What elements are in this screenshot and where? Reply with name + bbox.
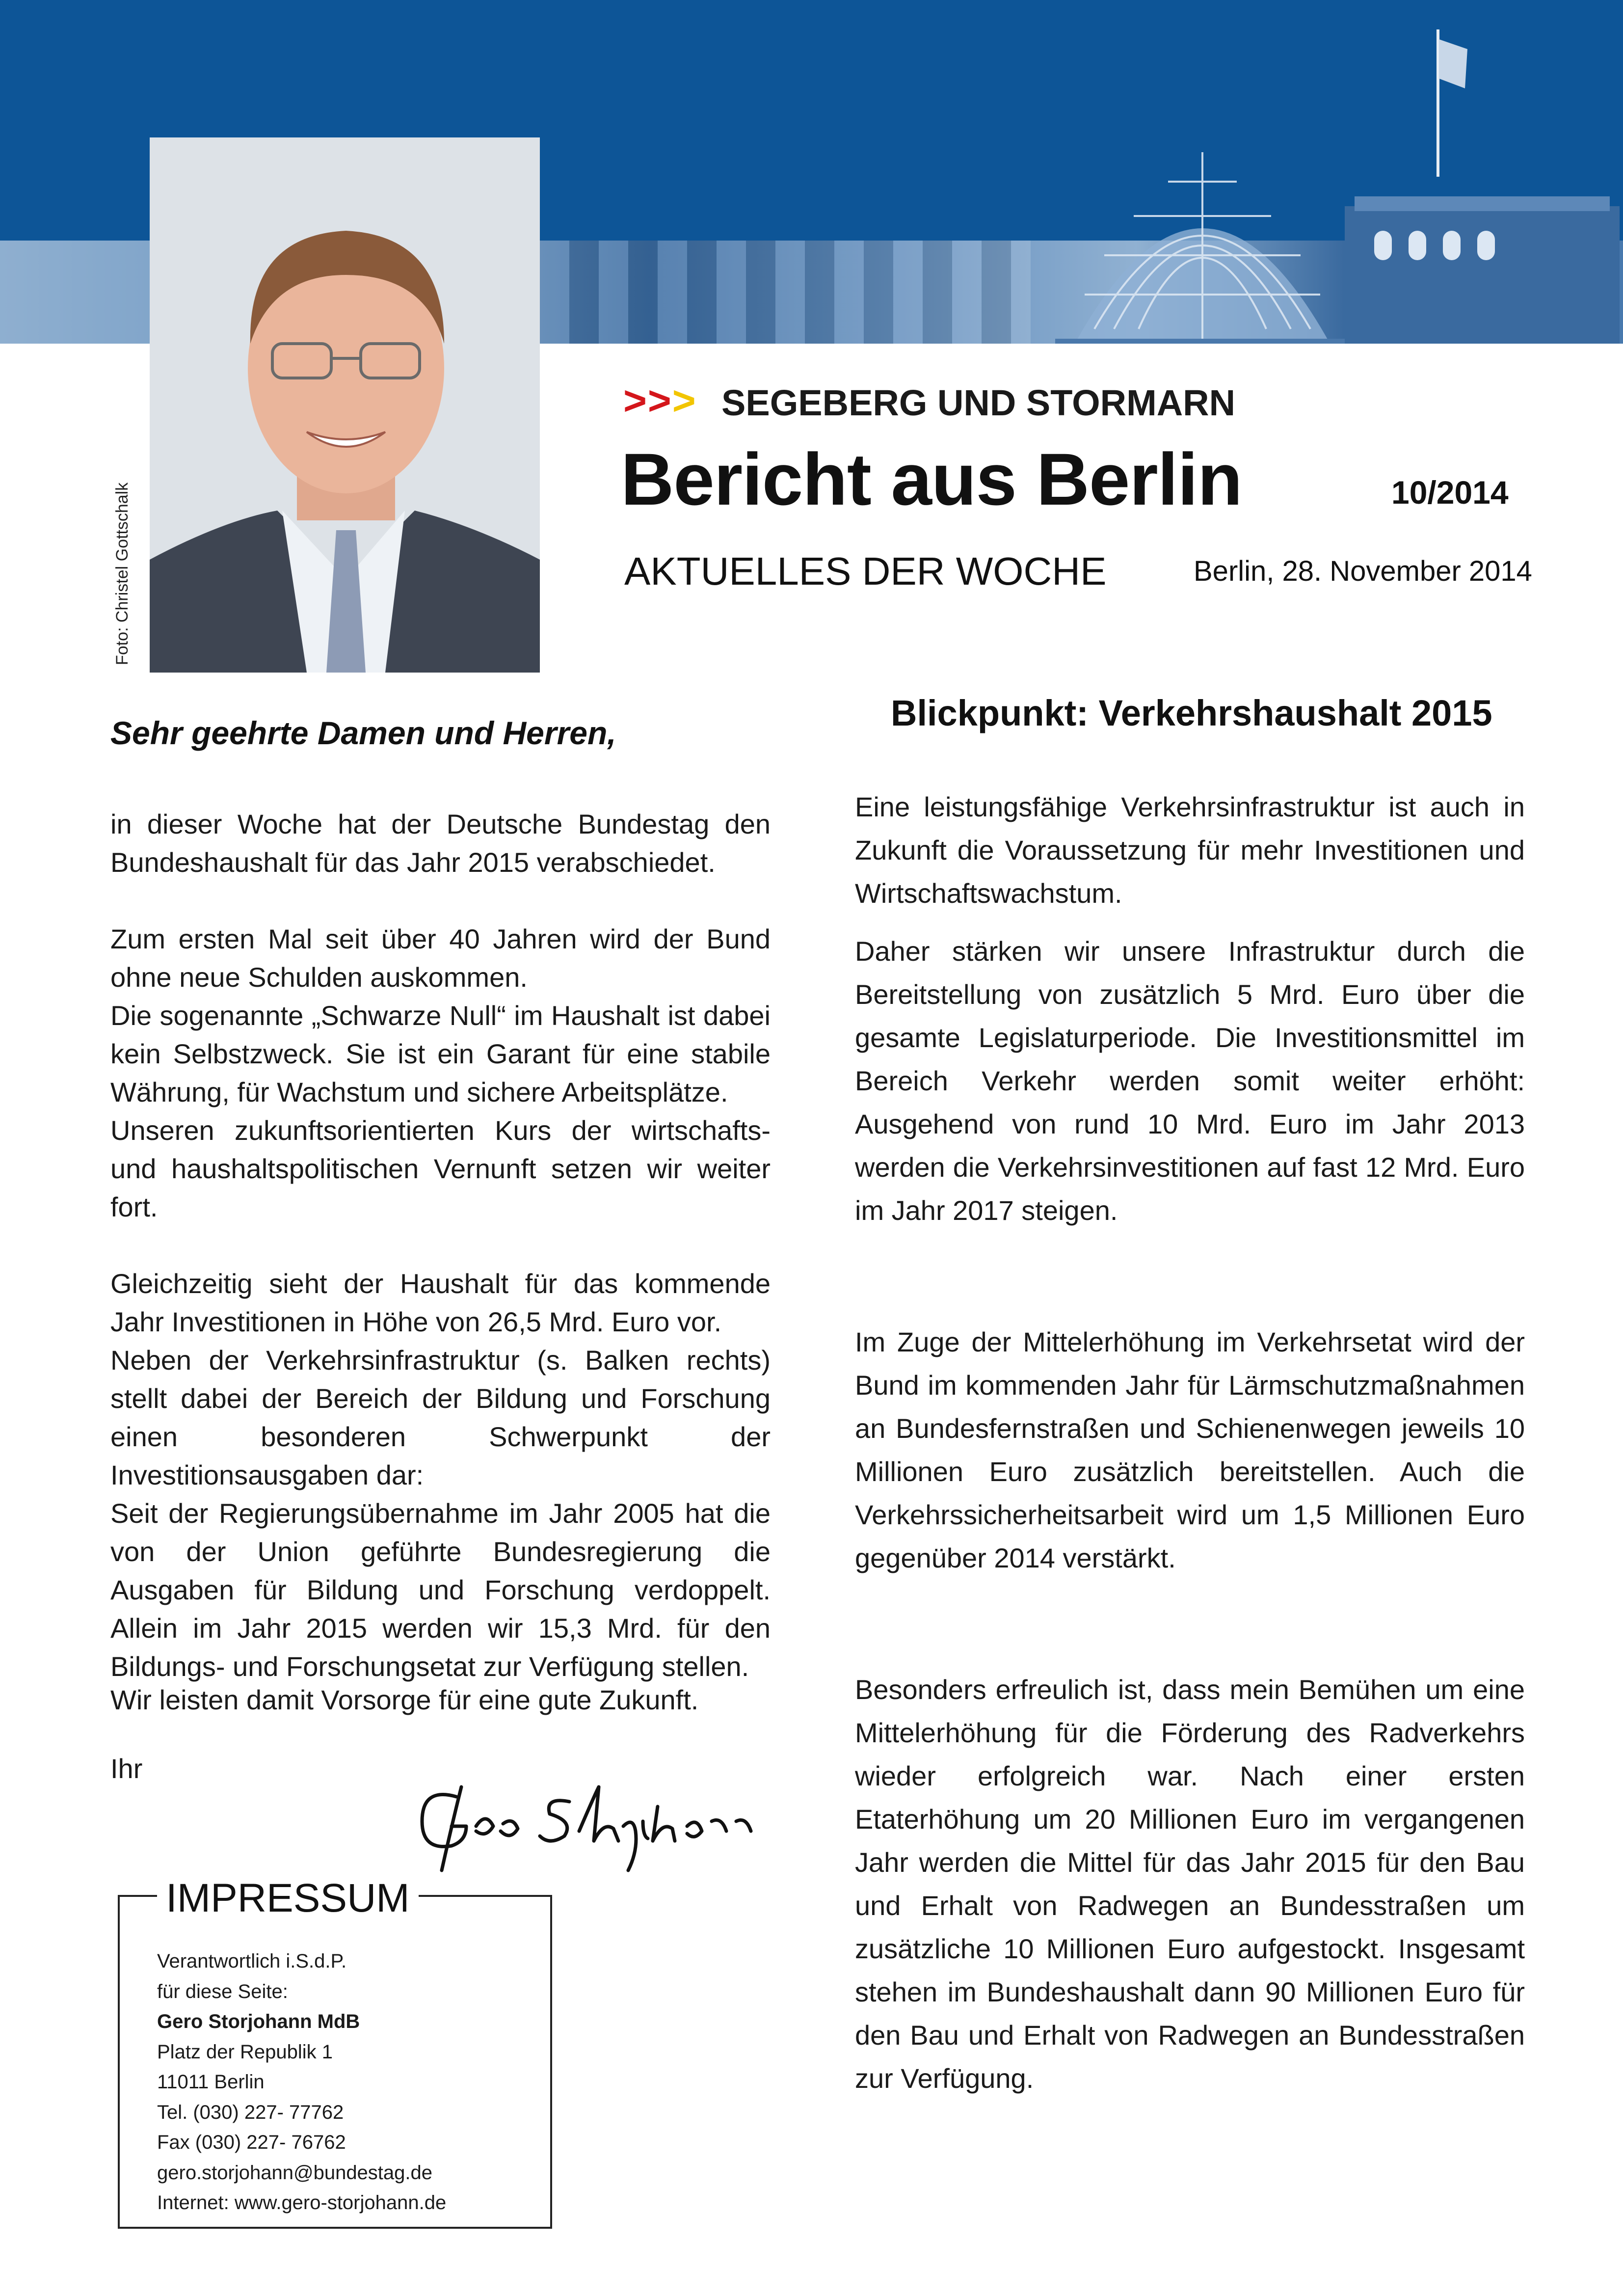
reichstag-dome-illustration — [1055, 133, 1350, 344]
paragraph: Daher stärken wir unsere Infrastruktur durch die Bereitstellung von zusätzlich 5 Mrd. Euro über die gesamte Legislaturperiode. Die Investitionsmittel im Bereich Verkehr werden somit weiter erhöht: Ausgehend von rund 10 Mrd. Euro im Jahr 2013 werden die Verkehrsinvestitionen auf fast 12 Mrd. Euro im Jahr 2017 steigen. — [855, 936, 1525, 1226]
flag-icon — [1433, 29, 1472, 177]
newsletter-title: Bericht aus Berlin — [621, 438, 1242, 520]
impressum-name: Gero Storjohann MdB — [157, 2011, 360, 2032]
impressum-phone: Tel. (030) 227- 77762 — [157, 2101, 344, 2123]
paragraph: Unseren zukunftsorientierten Kurs der wirtschafts- und haushaltspolitischen Vernunft setzen wir weiter fort. — [110, 1115, 771, 1222]
issue-date: Berlin, 28. November 2014 — [1194, 555, 1532, 587]
paragraph: in dieser Woche hat der Deutsche Bundestag den Bundeshaushalt für das Jahr 2015 verabschiedet. — [110, 809, 771, 878]
signature-image — [412, 1767, 785, 1880]
impressum-email[interactable]: gero.storjohann@bundestag.de — [157, 2161, 433, 2184]
paragraph: Besonders erfreulich ist, dass mein Bemühen um eine Mittelerhöhung für die Förderung des Radverkehrs wieder erfolgreich war. Nach einer ersten Etaterhöhung um 20 Millionen Euro im vergangenen Jahr werden die Mittel für das Jahr 2015 für den Bau und Erhalt von Radwegen an Bundesstraßen um zusätzliche 10 Millionen Euro aufgestockt. Insgesamt stehen im Bundeshaushalt dann 90 Millionen Euro für den Bau und Erhalt von Radwegen an Bundesstraßen zur Verfügung. — [855, 1674, 1525, 2094]
author-portrait — [150, 137, 540, 673]
paragraph: Seit der Regierungsübernahme im Jahr 2005 hat die von der Union geführte Bundesregierung die Ausgaben für Bildung und Forschung verdoppelt. Allein im Jahr 2015 werden wir 15,3 Mrd. für den Bildungs- und Forschungsetat zur Verfügung stellen. — [110, 1498, 771, 1682]
paragraph: Eine leistungsfähige Verkehrsinfrastruktur ist auch in Zukunft die Voraussetzung für mehr Investitionen und Wirtschaftswachstum. — [855, 791, 1525, 909]
paragraph: Zum ersten Mal seit über 40 Jahren wird der Bund ohne neue Schulden auskommen. — [110, 923, 771, 993]
region-title: SEGEBERG UND STORMARN — [721, 382, 1236, 423]
paragraph: Neben der Verkehrsinfrastruktur (s. Balken rechts) stellt dabei der Bereich der Bildung und Forschung einen besonderen Schwerpunkt der Investitionsausgaben dar: — [110, 1345, 771, 1490]
issue-number: 10/2014 — [1391, 474, 1509, 511]
impressum-details — [157, 1946, 446, 2218]
arrows-icon: >>> — [623, 378, 697, 423]
impressum-street: Platz der Republik 1 — [157, 2041, 333, 2063]
signoff: Ihr — [110, 1753, 143, 1784]
impressum-fax: Fax (030) 227- 76762 — [157, 2132, 346, 2153]
paragraph: Gleichzeitig sieht der Haushalt für das kommende Jahr Investitionen in Höhe von 26,5 Mrd. Euro vor. — [110, 1268, 771, 1337]
right-column-heading: Blickpunkt: Verkehrshaushalt 2015 — [891, 693, 1492, 733]
section-subtitle: AKTUELLES DER WOCHE — [624, 549, 1107, 593]
photo-credit: Foto: Christel Gottschalk — [113, 482, 132, 665]
right-column-text — [855, 785, 1525, 2115]
impressum-line: Verantwortlich i.S.d.P. — [157, 1950, 347, 1972]
building-illustration — [1325, 177, 1620, 344]
paragraph: Im Zuge der Mittelerhöhung im Verkehrsetat wird der Bund im kommenden Jahr für Lärmschutzmaßnahmen an Bundesfernstraßen und Schienenwegen jeweils 10 Millionen Euro zusätzlich bereitstellen. Auch die Verkehrssicherheitsarbeit wird um 1,5 Millionen Euro gegenüber 2014 verstärkt. — [855, 1326, 1525, 1573]
paragraph: Die sogenannte „Schwarze Null“ im Haushalt ist dabei kein Selbstzweck. Sie ist ein Garant für eine stabile Währung, für Wachstum und sichere Arbeitsplätze. — [110, 1000, 771, 1107]
impressum-website[interactable]: Internet: www.gero-storjohann.de — [157, 2192, 447, 2214]
impressum-city: 11011 Berlin — [157, 2071, 265, 2093]
impressum-heading: IMPRESSUM — [157, 1875, 419, 1921]
banner-photo-collage — [540, 241, 1031, 344]
portrait-illustration — [150, 137, 540, 673]
left-column-text — [110, 805, 771, 1724]
impressum-line: für diese Seite: — [157, 1980, 288, 2002]
greeting: Sehr geehrte Damen und Herren, — [110, 715, 616, 751]
closing-line: Wir leisten damit Vorsorge für eine gute Zukunft. — [110, 1684, 699, 1715]
